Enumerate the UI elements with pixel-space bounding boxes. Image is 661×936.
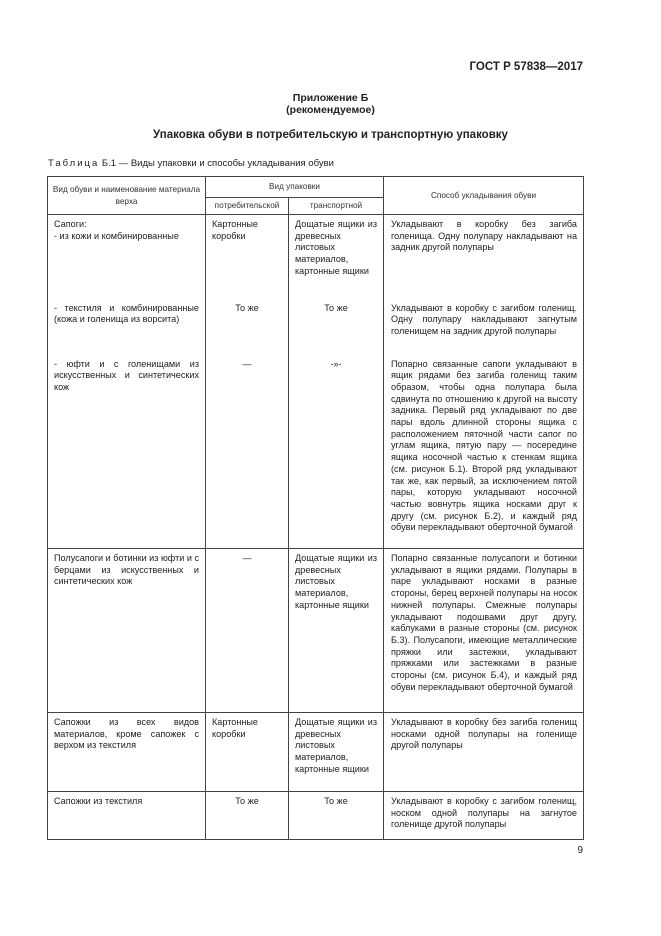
header-consumer: потребительской (206, 198, 289, 215)
row-transport-pack: То же (289, 299, 384, 355)
row-shoe-type: Сапожки из текстиля (48, 792, 206, 840)
annex-title: Приложение Б (292, 92, 369, 104)
row-packing-method: Укладывают в коробку с загибом голенищ, носком одной полупары на загнутое голенище другой полупары (384, 792, 584, 840)
row-consumer-pack: Картонные коробки (206, 713, 289, 792)
row-consumer-pack: — (206, 549, 289, 713)
row-transport-pack: Дощатые ящики из древесных листовых материалов, картонные ящики (289, 549, 384, 713)
row-transport-pack: -»- (289, 355, 384, 549)
row-consumer-pack: Картонные коробки (206, 215, 289, 299)
header-packaging-type: Вид упаковки (206, 177, 384, 198)
row-shoe-type: Сапожки из всех видов материалов, кроме сапожек с верхом из текстиля (48, 713, 206, 792)
row-group-title: Сапоги: (54, 219, 87, 229)
packaging-table (47, 176, 584, 840)
row-packing-method: Укладывают в коробку без загиба голенища. Одну полупару накладывают на задник другой полупары (384, 215, 584, 299)
header-transport: транспортной (289, 198, 384, 215)
row-packing-method: Попарно связанные сапоги укладывают в ящик рядами без загиба голенищ таким образом, чтобы одна полупара была сдвинута по отношению к другой на высоту задника. Первый ряд укладывают по две пары вдоль длинной стороны ящика с расположением пяточной части сапог по углам ящика, пятую пару — посередине ящика носочной частью к стенкам ящика (см. рисунок Б.1). Второй ряд укладывают так же, как первый, за исключением пятой пары, которую укладывают носочной частью вовнутрь ящика носками друг к другу (см. рисунок Б.2), и каждый ряд обуви перекладывают оберточной бумагой (384, 355, 584, 549)
table-caption-text: Б.1 — Виды упаковки и способы укладывания обуви (101, 158, 334, 169)
row-consumer-pack: — (206, 355, 289, 549)
table-caption (48, 158, 334, 169)
table-row (48, 713, 584, 792)
table-row (48, 215, 584, 299)
standard-number: ГОСТ Р 57838—2017 (469, 61, 583, 73)
table-row (48, 299, 584, 355)
row-packing-method: Попарно связанные полусапоги и ботинки укладывают в ящики рядами. Полупары в паре укладывают носками в разные стороны, берец верхней полупары на носок нижней полупары. Смежные полупары укладывают подошвами друг другу, каблуками в разные стороны (см. рисунок Б.3). Полусапоги, имеющие металлические пряжки или застежки, укладывают пряжками или застежками в разные стороны (см. рисунок Б.4), и каждый ряд обуви перекладывают оберточной бумагой (384, 549, 584, 713)
header-shoe-type: Вид обуви и наименование материала верха (48, 177, 206, 215)
row-shoe-type: - юфти и с голенищами из искусственных и синтетических кож (48, 355, 206, 549)
row-packing-method: Укладывают в коробку с загибом голенищ. Одну полупару накладывают загнутым голенищем на задник другой полупары (384, 299, 584, 355)
table-row (48, 355, 584, 549)
row-consumer-pack: То же (206, 299, 289, 355)
row-shoe-type: - из кожи и комбинированные (54, 230, 179, 241)
page-number: 9 (577, 845, 583, 856)
row-consumer-pack: То же (206, 792, 289, 840)
row-packing-method: Укладывают в коробку без загиба голенищ носками одной полупары на голенище другой полупары (384, 713, 584, 792)
row-transport-pack: Дощатые ящики из древесных листовых материалов, картонные ящики (289, 713, 384, 792)
table-row (48, 792, 584, 840)
table-caption-prefix: Таблица (48, 158, 100, 169)
annex-status: (рекомендуемое) (286, 104, 375, 116)
annex-heading: Упаковка обуви в потребительскую и транспортную упаковку (153, 129, 508, 141)
header-packing-method: Способ укладывания обуви (384, 177, 584, 215)
row-shoe-type: - текстиля и комбинированные (кожа и голенища из ворсита) (48, 299, 206, 355)
row-shoe-type: Полусапоги и ботинки из юфти и с берцами из искусственных и синтетических кож (48, 549, 206, 713)
row-transport-pack: Дощатые ящики из древесных листовых материалов, картонные ящики (289, 215, 384, 299)
table-row (48, 549, 584, 713)
row-transport-pack: То же (289, 792, 384, 840)
